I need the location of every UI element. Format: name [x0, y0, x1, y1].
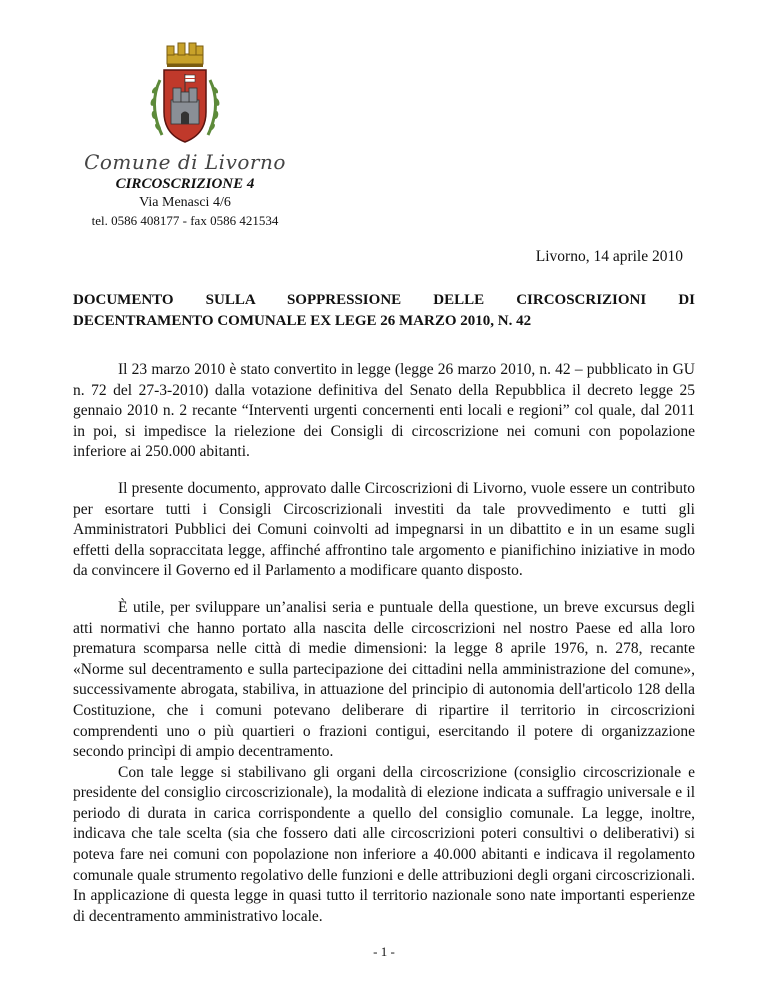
letterhead — [40, 40, 330, 229]
paragraph: Con tale legge si stabilivano gli organi della circoscrizione (consiglio circoscrizionale e presidente del consiglio circoscrizionale), la modalità di elezione indicata a suffragio universale e il periodo di durata in carica corrispondente a quello del consiglio comunale. La legge, inoltre, indicava che tale scelta (sia che fossero dati alle circoscrizioni poteri consultivi o deliberativi) si poteva fare nei comuni con popolazione non inferiore a 40.000 abitanti e indicava il regolamento comunale quale strumento regolativo delle funzioni e delle attribuzioni degli organi circoscrizionali. In applicazione di questa legge in quasi tutto il territorio nazionale sono nate importanti esperienze di decentramento amministrativo locale. — [73, 763, 695, 925]
district-name: CIRCOSCRIZIONE 4 — [115, 176, 255, 192]
paragraph: Il 23 marzo 2010 è stato convertito in legge (legge 26 marzo 2010, n. 42 – pubblicato in GU n. 72 del 27-3-2010) dalla votazione definitiva del Senato della Repubblica il decreto legge 25 gennaio 2010 n. 2 recante “Interventi urgenti concernenti enti locali e regioni” col quale, dal 2011 in poi, si impedisce la rielezione dei Consigli di circoscrizione nei comuni con popolazione inferiore ai 250.000 abitanti. — [73, 361, 695, 461]
document-body — [73, 360, 695, 943]
document-date: Livorno, 14 aprile 2010 — [535, 248, 683, 265]
paragraph: Il presente documento, approvato dalle Circoscrizioni di Livorno, vuole essere un contributo per esortare tutti i Consigli Circoscrizionali investiti da tale provvedimento e tutti gli Amministratori Pubblici dei Comuni coinvolti ad impegnarsi in un dibattito e in un esame sugli effetti della sopraccitata legge, affinché affrontino tale argomento e pianifichino iniziative in modo da convincere il Governo ed il Parlamento a modificare quanto disposto. — [73, 479, 695, 580]
district-address: Via Menasci 4/6 — [139, 195, 231, 210]
municipality-name: Comune di Livorno — [84, 150, 286, 174]
coat-of-arms-icon — [140, 40, 230, 150]
district-contacts: tel. 0586 408177 - fax 0586 421534 — [91, 213, 279, 228]
paragraph: È utile, per sviluppare un’analisi seria e puntuale della questione, un breve excursus degli atti normativi che hanno portato alla nascita delle circoscrizioni nel nostro Paese ed alla loro prematura scomparsa nelle città di medie dimensioni: la legge 8 aprile 1976, n. 278, recante «Norme sul decentramento e sulla partecipazione dei cittadini nella amministrazione del comune», successivamente abrogata, stabiliva, in attuazione del principio di autonomia dell'articolo 128 della Costituzione, che i comuni potevano deliberare di ripartire il territorio in circoscrizioni comprendenti uno o più quartieri o frazioni contigui, esercitando il potere di organizzazione secondo princìpi di ampio decentramento. — [73, 598, 695, 761]
document-title: DOCUMENTO SULLA SOPPRESSIONE DELLE CIRCOSCRIZIONI DI DECENTRAMENTO COMUNALE EX LEGE 26 MARZO 2010, N. 42 — [73, 292, 695, 329]
page-number: - 1 - — [373, 944, 395, 959]
